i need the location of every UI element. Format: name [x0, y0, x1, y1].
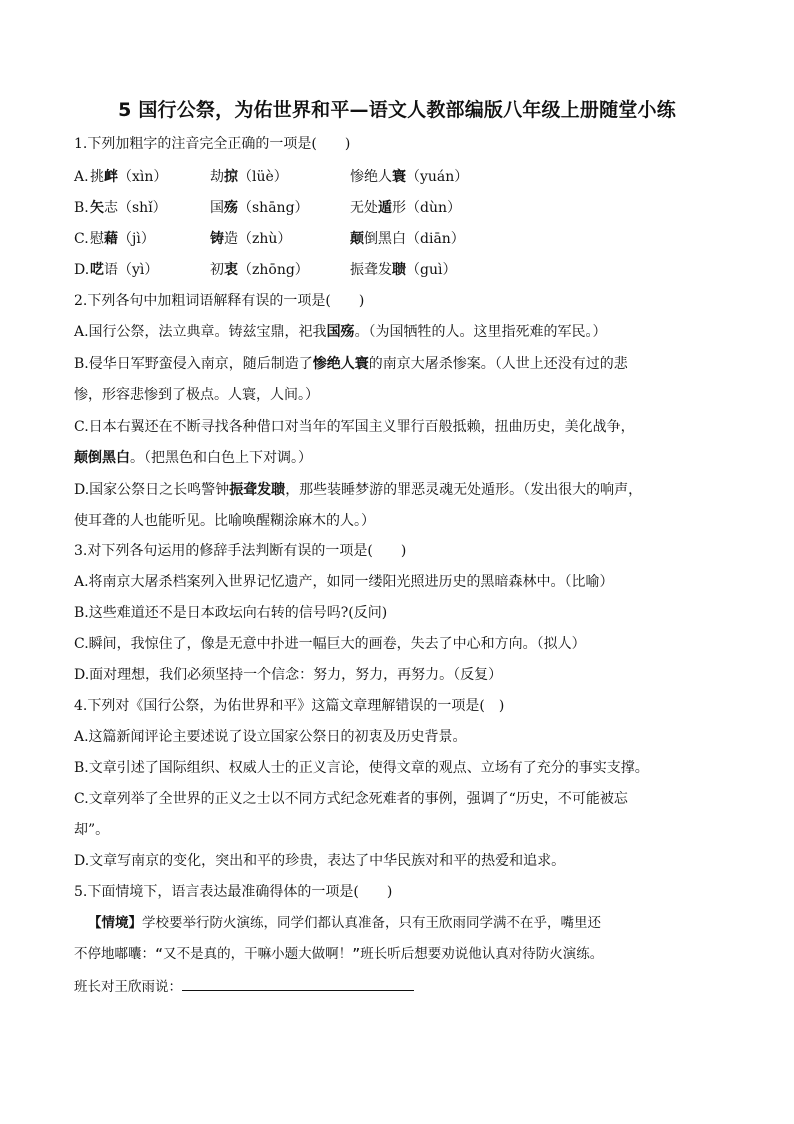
q2-option-d-cont: 使耳聋的人也能听见。比喻唤醒糊涂麻木的人。）: [74, 513, 375, 529]
q2-option-c-cont: 颠倒黑白。（把黑色和白色上下对调。）: [74, 450, 312, 466]
q3-option-a: A.将南京大屠杀档案列入世界记忆遗产，如同一缕阳光照进历史的黑暗森林中。（比喻）: [74, 574, 614, 590]
q5-context: 【情境】学校要举行防火演练，同学们都认真准备，只有王欣雨同学满不在乎，嘴里还: [88, 915, 601, 931]
q1-d-item-3: 振聋发聩（guì）: [350, 262, 457, 278]
q2-option-c: C.日本右翼还在不断寻找各种借口对当年的军国主义罪行百般抵赖，扭曲历史，美化战争，: [74, 419, 635, 435]
q2-option-a: A.国行公祭，法立典章。铸兹宝鼎，祀我国殇。（为国牺牲的人。这里指死难的军民。）: [74, 324, 607, 340]
q5-context-cont: 不停地嘟囔：“又不是真的，干嘛小题大做啊！”班长听后想要劝说他认真对待防火演练。: [74, 946, 604, 962]
q3-stem: 3.对下列各句运用的修辞手法判断有误的一项是( ): [74, 543, 407, 559]
q1-a-item-1: 挑衅（xìn）: [90, 169, 168, 185]
q1-c-item-1: 慰藉（jì）: [90, 231, 155, 247]
document-title: 5 国行公祭，为佑世界和平—语文人教部编版八年级上册随堂小练: [118, 99, 676, 121]
q2-option-b: B.侵华日军野蛮侵入南京，随后制造了惨绝人寰的南京大屠杀惨案。（人世上还没有过的悲: [74, 356, 628, 372]
option-label: A.: [74, 169, 89, 185]
option-label: D.: [74, 262, 90, 278]
q5-answer-line[interactable]: 班长对王欣雨说：: [74, 976, 414, 997]
q3-option-c: C.瞬间，我惊住了，像是无意中扑进一幅巨大的画卷，失去了中心和方向。（拟人）: [74, 636, 586, 652]
q2-stem: 2.下列各句中加粗词语解释有误的一项是( ): [74, 293, 365, 309]
option-label: B.: [74, 200, 89, 216]
q4-stem: 4.下列对《国行公祭，为佑世界和平》这篇文章理解错误的一项是( ): [74, 698, 505, 714]
q4-option-c-cont: 却”。: [74, 822, 110, 838]
q1-d-item-1: 呓语（yì）: [90, 262, 159, 278]
q3-option-d: D.面对理想，我们必须坚持一个信念：努力，努力，再努力。（反复）: [74, 667, 503, 683]
q4-option-b: B.文章引述了国际组织、权威人士的正义言论，使得文章的观点、立场有了充分的事实支撑。: [74, 760, 649, 776]
q1-a-item-2: 劫掠（lüè）: [210, 169, 288, 185]
option-label: C.: [74, 231, 89, 247]
q1-b-item-2: 国殇（shāng）: [210, 200, 309, 216]
q4-option-a: A.这篇新闻评论主要述说了设立国家公祭日的初衷及历史背景。: [74, 729, 467, 745]
q1-a-item-3: 惨绝人寰（yuán）: [350, 169, 469, 185]
q1-d-item-2: 初衷（zhōng）: [210, 262, 309, 278]
q1-c-item-3: 颠倒黑白（diān）: [350, 231, 465, 247]
q1-c-item-2: 铸造（zhù）: [210, 231, 292, 247]
q5-stem: 5.下面情境下，语言表达最准确得体的一项是( ): [74, 884, 393, 900]
q1-stem: 1.下列加粗字的注音完全正确的一项是( ): [74, 136, 351, 152]
q4-option-c: C.文章列举了全世界的正义之士以不同方式纪念死难者的事例，强调了“历史，不可能被忘: [74, 791, 628, 807]
context-label: 【情境】: [88, 915, 142, 931]
q2-option-b-cont: 惨，形容悲惨到了极点。人寰，人间。）: [74, 387, 319, 403]
q1-b-item-1: 矢志（shǐ）: [90, 200, 167, 216]
answer-blank[interactable]: [182, 976, 414, 991]
q4-option-d: D.文章写南京的变化，突出和平的珍贵，表达了中华民族对和平的热爱和追求。: [74, 853, 566, 869]
q3-option-b: B.这些难道还不是日本政坛向右转的信号吗?(反问): [74, 605, 388, 621]
q2-option-d: D.国家公祭日之长鸣警钟振聋发聩，那些装睡梦游的罪恶灵魂无处遁形。（发出很大的响声，: [74, 482, 643, 498]
q1-b-item-3: 无处遁形（dùn）: [350, 200, 461, 216]
